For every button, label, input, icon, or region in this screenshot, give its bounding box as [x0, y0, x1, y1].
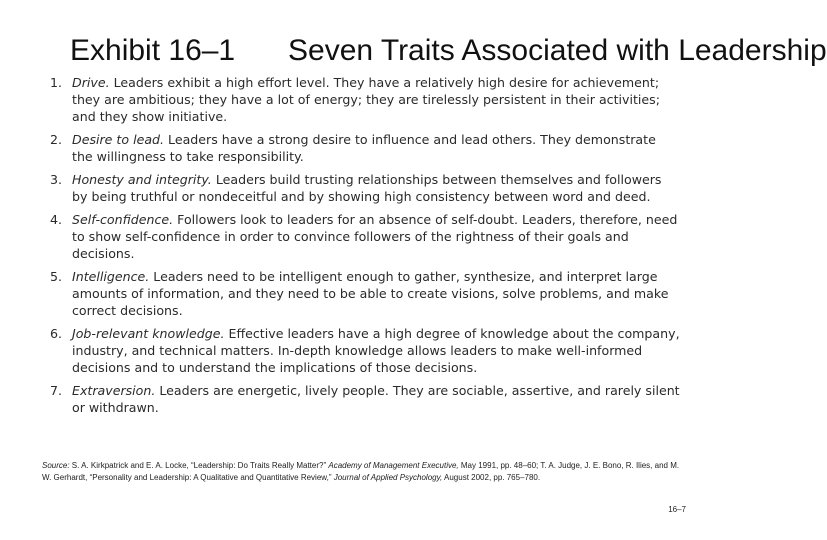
exhibit-number: Exhibit 16–1: [70, 34, 236, 67]
trait-item-job-knowledge: [50, 325, 680, 376]
source-text-3: August 2002, pp. 765–780.: [442, 473, 541, 482]
exhibit-title: Seven Traits Associated with Leadership: [288, 34, 827, 67]
slide-title: [70, 30, 827, 72]
trait-description: Leaders have a strong desire to influence and lead others. They demonstrate the willingness to take responsibility.: [72, 132, 656, 164]
trait-name: Extraversion.: [72, 383, 156, 398]
trait-description: Leaders build trusting relationships between themselves and followers by being truthful or nondeceitful and by showing high consistency between word and deed.: [72, 172, 662, 204]
trait-description: Followers look to leaders for an absence of self-doubt. Leaders, therefore, need to show self-confidence in order to convince followers of the rightness of their goals and decisions.: [72, 212, 678, 261]
source-label: Source:: [42, 461, 70, 470]
trait-item-desire-to-lead: [50, 131, 680, 165]
trait-number: 4.: [50, 212, 63, 227]
page-number: 16–7: [668, 505, 686, 514]
trait-number: 3.: [50, 172, 63, 187]
trait-number: 5.: [50, 269, 63, 284]
source-citation: [42, 460, 682, 484]
trait-name: Job-relevant knowledge.: [72, 326, 225, 341]
trait-name: Desire to lead.: [72, 132, 165, 147]
source-text-1: S. A. Kirkpatrick and E. A. Locke, “Leadership: Do Traits Really Matter?”: [69, 461, 329, 470]
trait-number: 1.: [50, 75, 63, 90]
trait-item-honesty-integrity: [50, 171, 680, 205]
trait-number: 2.: [50, 132, 63, 147]
trait-description: Effective leaders have a high degree of knowledge about the company, industry, and technical matters. In-depth knowledge allows leaders to make well-informed decisions and to understand the implications of those decisions.: [72, 326, 680, 375]
trait-item-extraversion: [50, 382, 680, 416]
trait-item-intelligence: [50, 268, 680, 319]
trait-description: Leaders need to be intelligent enough to gather, synthesize, and interpret large amounts of information, and they need to be able to create visions, solve problems, and make correct decisions.: [72, 269, 669, 318]
trait-name: Intelligence.: [72, 269, 150, 284]
trait-description: Leaders exhibit a high effort level. They have a relatively high desire for achievement; they are ambitious; they have a lot of energy; they are tirelessly persistent in their activities; and they show initiative.: [72, 75, 660, 124]
source-journal-2: Journal of Applied Psychology,: [333, 473, 443, 482]
trait-number: 7.: [50, 383, 63, 398]
source-text-2: May 1991, pp. 48–60; T. A. Judge, J. E. Bono, R. Ilies, and M. W. Gerhardt, “Personality and Leadership: A Qualitative and Quantitative Review,”: [42, 461, 680, 482]
trait-name: Self-confidence.: [72, 212, 174, 227]
trait-name: Drive.: [72, 75, 110, 90]
trait-name: Honesty and integrity.: [72, 172, 212, 187]
trait-number: 6.: [50, 326, 63, 341]
trait-item-drive: [50, 74, 680, 125]
traits-list: [50, 74, 680, 422]
trait-item-self-confidence: [50, 211, 680, 262]
trait-description: Leaders are energetic, lively people. They are sociable, assertive, and rarely silent or withdrawn.: [72, 383, 680, 415]
source-journal-1: Academy of Management Executive,: [328, 461, 459, 470]
